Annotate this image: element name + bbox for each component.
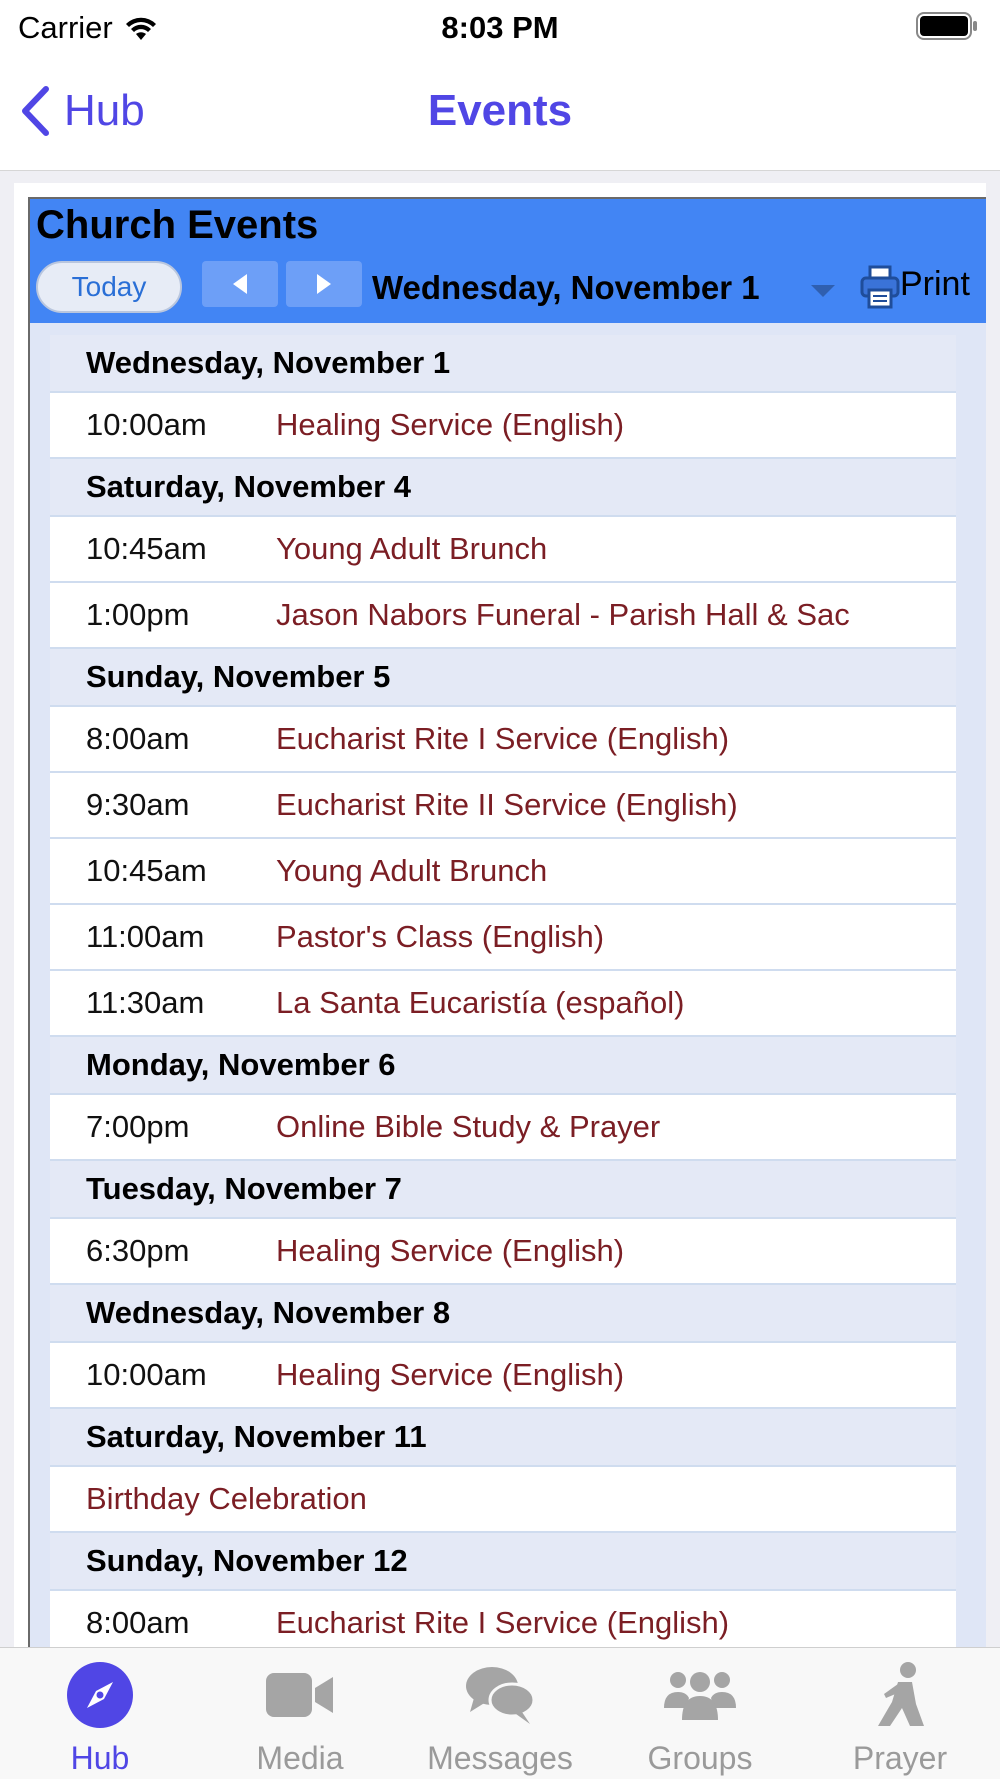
page-title: Events — [427, 86, 573, 135]
today-button[interactable]: Today — [36, 261, 182, 313]
event-time: 11:00am — [86, 919, 205, 954]
calendar-widget — [28, 197, 986, 1647]
event-row[interactable] — [50, 1343, 956, 1409]
back-button-label: Hub — [64, 86, 145, 135]
tab-messages[interactable] — [400, 1648, 600, 1779]
event-time: 10:45am — [86, 531, 207, 566]
next-button[interactable] — [286, 261, 362, 307]
day-header: Saturday, November 11 — [50, 1409, 956, 1467]
date-selector[interactable]: Wednesday, November 1 — [372, 269, 760, 306]
event-time: 10:45am — [86, 853, 207, 888]
event-name-link[interactable]: Healing Service (English) — [276, 1357, 625, 1392]
event-row[interactable] — [50, 971, 956, 1037]
video-camera-icon — [200, 1660, 400, 1730]
day-header: Saturday, November 4 — [50, 459, 956, 517]
tab-bar — [0, 1647, 1000, 1779]
triangle-right-icon — [315, 273, 333, 295]
navigation-bar — [0, 56, 1000, 171]
event-time: 11:30am — [86, 985, 205, 1020]
event-name-link[interactable]: Pastor's Class (English) — [276, 919, 605, 954]
tab-label: Prayer — [852, 1740, 948, 1776]
content-frame — [14, 183, 986, 1647]
event-time: 8:00am — [86, 721, 190, 756]
event-name-link[interactable]: Healing Service (English) — [276, 1233, 625, 1268]
event-name-link[interactable]: Healing Service (English) — [276, 407, 625, 442]
day-header: Wednesday, November 1 — [50, 335, 956, 393]
tab-groups[interactable] — [600, 1648, 800, 1779]
tab-prayer[interactable] — [800, 1648, 1000, 1779]
event-name-link[interactable]: Birthday Celebration — [86, 1481, 367, 1516]
event-row[interactable] — [50, 1467, 956, 1533]
caret-down-icon[interactable] — [810, 284, 836, 298]
web-content[interactable] — [0, 171, 1000, 1647]
event-time: 10:00am — [86, 1357, 207, 1392]
event-row[interactable] — [50, 517, 956, 583]
event-row[interactable] — [50, 839, 956, 905]
tab-label: Groups — [647, 1740, 753, 1776]
calendar-header — [30, 199, 986, 323]
day-header: Wednesday, November 8 — [50, 1285, 956, 1343]
tab-label: Messages — [427, 1740, 573, 1776]
event-name-link[interactable]: Young Adult Brunch — [276, 531, 548, 566]
carrier-label: Carrier — [18, 10, 113, 45]
event-time: 7:00pm — [86, 1109, 190, 1144]
event-row[interactable] — [50, 1095, 956, 1161]
people-icon — [600, 1660, 800, 1730]
event-list — [50, 335, 956, 1647]
printer-icon[interactable] — [860, 265, 900, 309]
event-row[interactable] — [50, 583, 956, 649]
tab-label: Media — [256, 1740, 344, 1776]
day-header: Sunday, November 5 — [50, 649, 956, 707]
day-header: Sunday, November 12 — [50, 1533, 956, 1591]
event-name-link[interactable]: Eucharist Rite I Service (English) — [276, 1605, 730, 1640]
calendar-title: Church Events — [36, 203, 319, 247]
event-time: 1:00pm — [86, 597, 190, 632]
event-name-link[interactable]: Young Adult Brunch — [276, 853, 548, 888]
event-time: 10:00am — [86, 407, 207, 442]
day-header: Tuesday, November 7 — [50, 1161, 956, 1219]
event-time: 8:00am — [86, 1605, 190, 1640]
event-time: 9:30am — [86, 787, 190, 822]
battery-icon — [916, 12, 978, 40]
tab-media[interactable] — [200, 1648, 400, 1779]
event-row[interactable] — [50, 707, 956, 773]
compass-icon — [0, 1660, 200, 1730]
print-link[interactable]: Print — [900, 265, 970, 303]
chat-bubbles-icon — [400, 1660, 600, 1730]
event-name-link[interactable]: La Santa Eucaristía (español) — [276, 985, 685, 1020]
event-time: 6:30pm — [86, 1233, 190, 1268]
event-name-link[interactable]: Eucharist Rite II Service (English) — [276, 787, 738, 822]
praying-person-icon — [800, 1660, 1000, 1730]
status-bar — [0, 0, 1000, 56]
event-name-link[interactable]: Online Bible Study & Prayer — [276, 1109, 661, 1144]
status-time: 8:03 PM — [441, 10, 559, 45]
event-row[interactable] — [50, 1591, 956, 1647]
day-header: Monday, November 6 — [50, 1037, 956, 1095]
tab-label: Hub — [70, 1740, 130, 1776]
tab-hub[interactable] — [0, 1648, 200, 1779]
event-row[interactable] — [50, 773, 956, 839]
event-name-link[interactable]: Jason Nabors Funeral - Parish Hall & Sac — [276, 597, 850, 632]
event-row[interactable] — [50, 905, 956, 971]
event-row[interactable] — [50, 393, 956, 459]
previous-button[interactable] — [202, 261, 278, 307]
event-row[interactable] — [50, 1219, 956, 1285]
event-name-link[interactable]: Eucharist Rite I Service (English) — [276, 721, 730, 756]
triangle-left-icon — [231, 273, 249, 295]
